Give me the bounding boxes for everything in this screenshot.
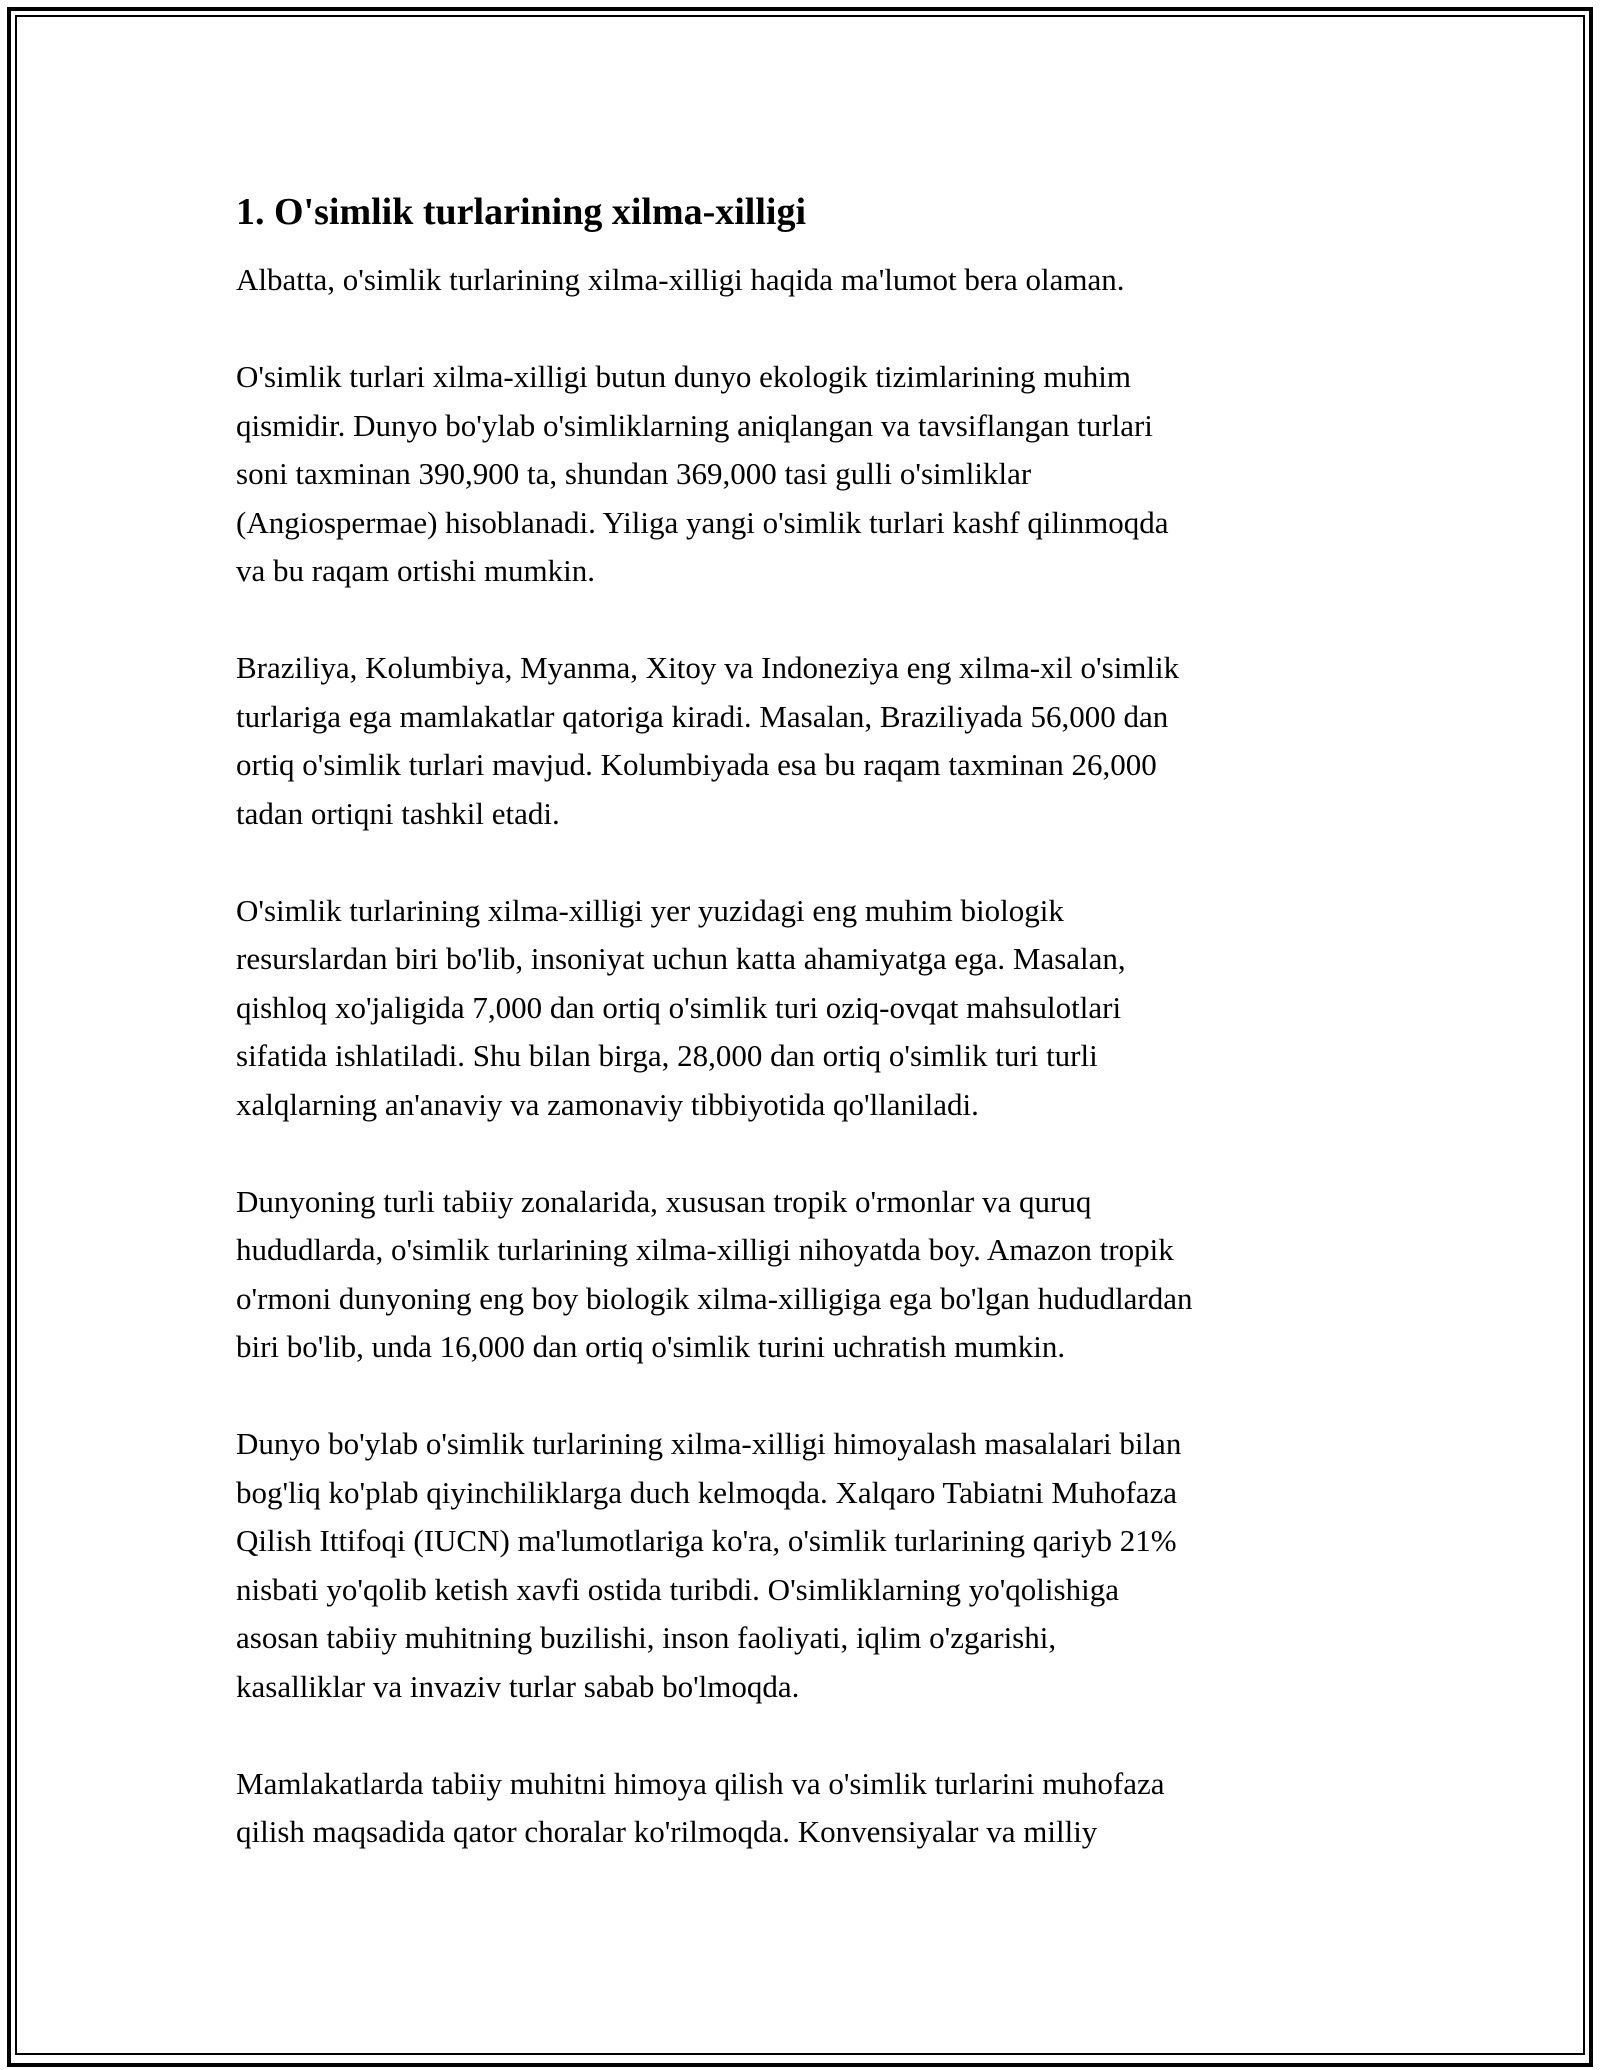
paragraph-protection: Mamlakatlarda tabiiy muhitni himoya qilish va o'simlik turlarini muhofaza qilish maqsadida qator choralar ko'rilmoqda. Konvensiyalar va milliy (236, 1765, 1165, 1849)
paragraph-species-count: O'simlik turlari xilma-xilligi butun dunyo ekologik tizimlarining muhim qismidir. Dunyo bo'ylab o'simliklarning aniqlangan va tavsiflangan turlari soni taxminan 390,900 ta, shundan 369,000 tasi gulli o'simliklar (Angiospermae) hisoblanadi. Yiliga yangi o'simlik turlari kashf qilinmoqda va bu raqam ortishi mumkin. (236, 359, 1169, 588)
paragraph-importance: O'simlik turlarining xilma-xilligi yer yuzidagi eng muhim biologik resurslardan biri bo'lib, insoniyat uchun katta ahamiyatga ega. Masalan, qishloq xo'jaligida 7,000 dan ortiq o'simlik turi oziq-ovqat mahsulotlari sifatida ishlatiladi. Shu bilan birga, 28,000 dan ortiq o'simlik turi turli xalqlarning an'anaviy va zamonaviy tibbiyotida qo'llaniladi. (236, 892, 1126, 1122)
document-title: 1. O'simlik turlarining xilma-xilligi (236, 191, 807, 233)
document-body (236, 188, 1376, 1905)
paragraph-intro: Albatta, o'simlik turlarining xilma-xilligi haqida ma'lumot bera olaman. (236, 262, 1125, 297)
paragraph-countries: Braziliya, Kolumbiya, Myanma, Xitoy va Indoneziya eng xilma-xil o'simlik turlariga ega mamlakatlar qatoriga kiradi. Masalan, Braziliyada 56,000 dan ortiq o'simlik turlari mavjud. Kolumbiyada esa bu raqam taxminan 26,000 tadan ortiqni tashkil etadi. (236, 650, 1180, 831)
paragraph-natural-zones: Dunyoning turli tabiiy zonalarida, xususan tropik o'rmonlar va quruq hududlarda, o'simlik turlarining xilma-xilligi nihoyatda boy. Amazon tropik o'rmoni dunyoning eng boy biologik xilma-xilligiga ega bo'lgan hududlardan biri bo'lib, unda 16,000 dan ortiq o'simlik turini uchratish mumkin. (236, 1183, 1193, 1364)
paragraph-threats: Dunyo bo'ylab o'simlik turlarining xilma-xilligi himoyalash masalalari bilan bog'liq ko'plab qiyinchiliklarga duch kelmoqda. Xalqaro Tabiatni Muhofaza Qilish Ittifoqi (IUCN) ma'lumotlariga ko'ra, o'simlik turlarining qariyb 21% nisbati yo'qolib ketish xavfi ostida turibdi. O'simliklarning yo'qolishiga asosan tabiiy muhitning buzilishi, inson faoliyati, iqlim o'zgarishi, kasalliklar va invaziv turlar sabab bo'lmoqda. (236, 1426, 1182, 1704)
